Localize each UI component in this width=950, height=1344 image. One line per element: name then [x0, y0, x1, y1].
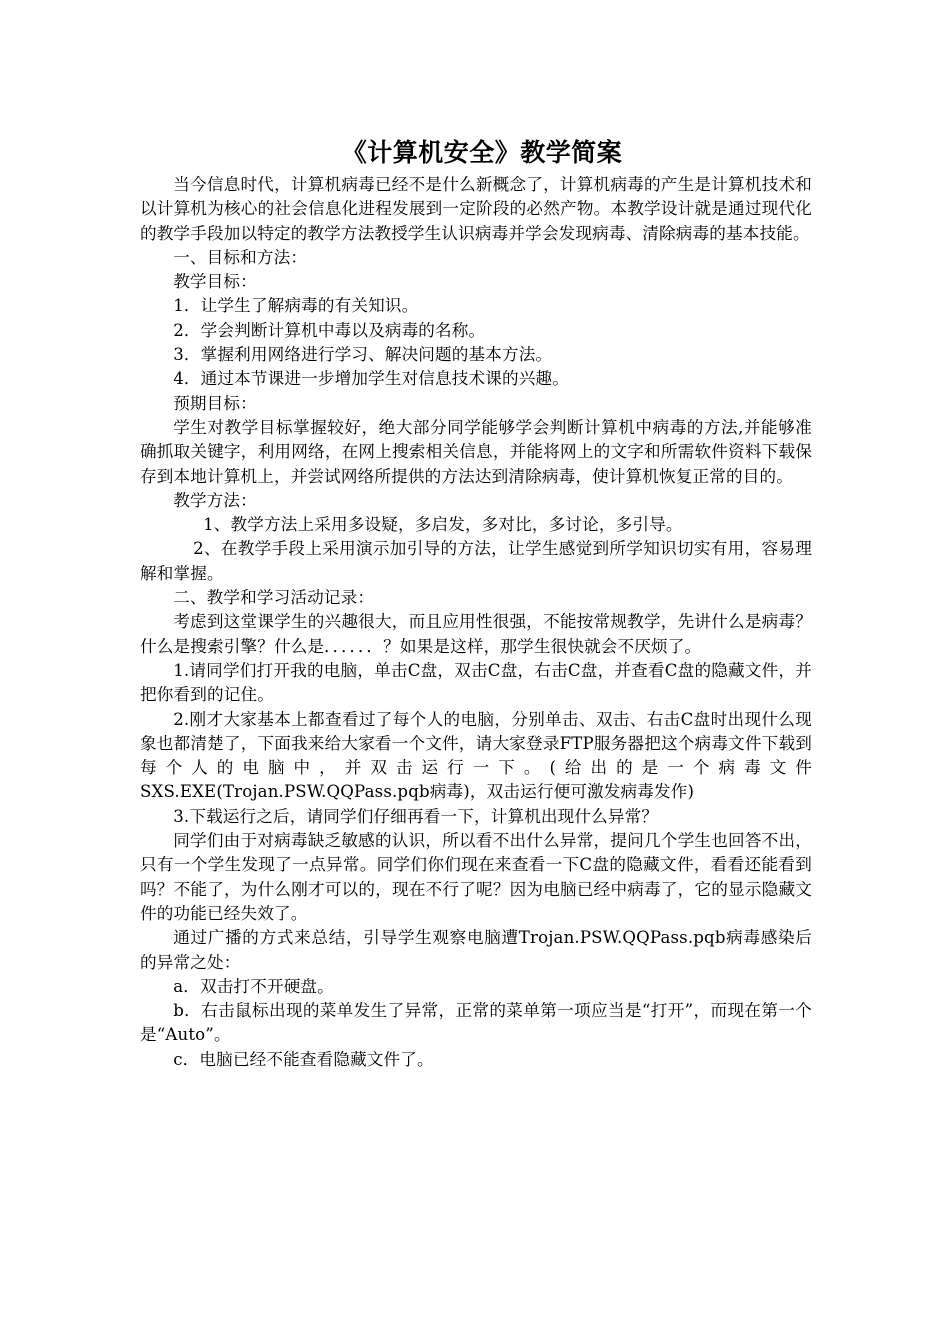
summary-paragraph: 通过广播的方式来总结，引导学生观察电脑遭Trojan.PSW.QQPass.pqb病毒感染后的异常之处：: [140, 928, 812, 972]
anomaly-item: b．右击鼠标出现的菜单发生了异常，正常的菜单第一项应当是“打开”，而现在第一个是“Auto”。: [140, 1001, 812, 1045]
intro-paragraph: 当今信息时代，计算机病毒已经不是什么新概念了，计算机病毒的产生是计算机技术和以计算机为核心的社会信息化进程发展到一定阶段的必然产物。本教学设计就是通过现代化的教学手段加以特定的教学方法教授学生认识病毒并学会发现病毒、清除病毒的基本技能。: [140, 175, 812, 243]
document-page: [140, 133, 812, 1072]
activity-paragraph: 同学们由于对病毒缺乏敏感的认识，所以看不出什么异常，提问几个学生也回答不出，只有一个学生发现了一点异常。同学们你们现在来查看一下C盘的隐藏文件，看看还能看到吗？不能了，为什么刚才可以的，现在不行了呢？因为电脑已经中病毒了，它的显示隐藏文件的功能已经失效了。: [140, 831, 812, 923]
goal-item: 3．掌握利用网络进行学习、解决问题的基本方法。: [173, 345, 553, 365]
goal-item: 1．让学生了解病毒的有关知识。: [173, 296, 419, 316]
section-heading-activity-record: 二、教学和学习活动记录：: [173, 588, 375, 608]
activity-step: 3.下载运行之后，请同学们仔细再看一下，计算机出现什么异常？: [173, 806, 659, 826]
activity-step: 2.刚才大家基本上都查看过了每个人的电脑，分别单击、双击、右击C盘时出现什么现象也都清楚了，下面我来给大家看一个文件，请大家登录FTP服务器把这个病毒文件下载到每个人的电脑中，并双击运行一下。(给出的是一个病毒文件SXS.EXE(Trojan.PSW.QQPass.pqb病毒)，双击运行便可激发病毒发作): [140, 709, 812, 802]
method-item: 2、在教学手段上采用演示加引导的方法，让学生感觉到所学知识切实有用，容易理解和掌握。: [140, 539, 812, 583]
expected-goals-paragraph: 学生对教学目标掌握较好，绝大部分同学能够学会判断计算机中病毒的方法,并能够准确抓取关键字，利用网络，在网上搜索相关信息，并能将网上的文字和所需软件资料下载保存到本地计算机上，并尝试网络所提供的方法达到清除病毒，使计算机恢复正常的目的。: [140, 417, 812, 486]
subheading-teaching-methods: 教学方法：: [173, 490, 257, 510]
method-item: 1、教学方法上采用多设疑，多启发，多对比，多讨论，多引导。: [203, 515, 683, 535]
section-heading-goals-methods: 一、目标和方法：: [173, 247, 308, 267]
activity-step: 1.请同学们打开我的电脑，单击C盘，双击C盘，右击C盘，并查看C盘的隐藏文件，并把你看到的记住。: [140, 660, 812, 705]
goal-item: 4．通过本节课进一步增加学生对信息技术课的兴趣。: [173, 369, 569, 389]
document-title: 《计算机安全》教学简案: [341, 138, 623, 167]
anomaly-item: a．双击打不开硬盘。: [173, 976, 334, 996]
subheading-teaching-goals: 教学目标：: [173, 272, 257, 292]
anomaly-item: c．电脑已经不能查看隐藏文件了。: [173, 1049, 434, 1069]
goal-item: 2．学会判断计算机中毒以及病毒的名称。: [173, 320, 486, 340]
activity-paragraph: 考虑到这堂课学生的兴趣很大，而且应用性很强，不能按常规教学，先讲什么是病毒？什么是搜索引擎？什么是．．．．．．？如果是这样，那学生很快就会不厌烦了。: [140, 612, 812, 656]
subheading-expected-goals: 预期目标：: [173, 393, 257, 413]
